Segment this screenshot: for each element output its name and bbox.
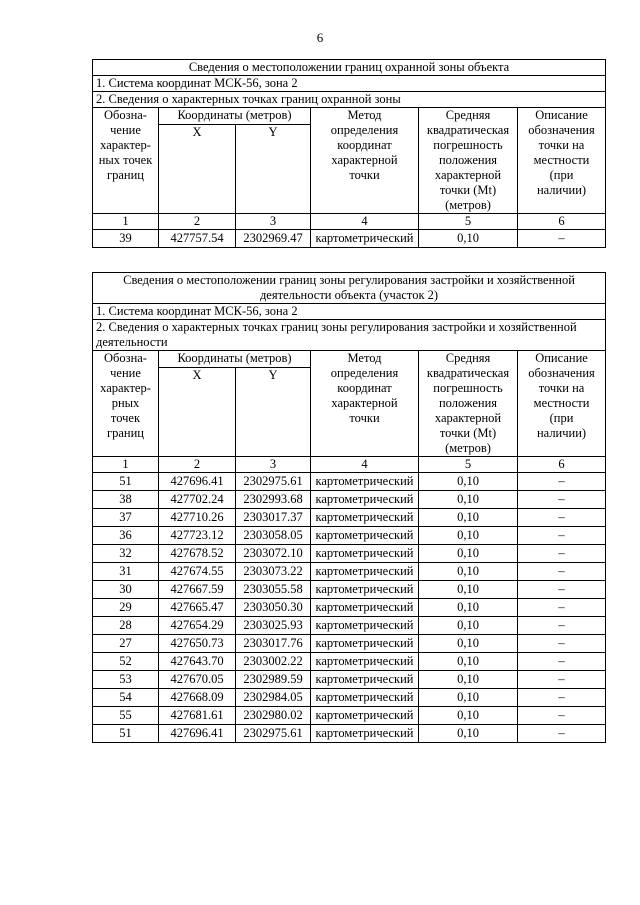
- table-row: [93, 473, 606, 491]
- cell-error: 0,10: [419, 563, 518, 581]
- coordinate-system: 1. Система координат МСК-56, зона 2: [93, 304, 606, 320]
- cell-coord-y: 2302975.61: [236, 725, 311, 743]
- cell-error: 0,10: [419, 527, 518, 545]
- cell-error: 0,10: [419, 617, 518, 635]
- cell-coord-y: 2303050.30: [236, 599, 311, 617]
- cell-coord-y: 2303073.22: [236, 563, 311, 581]
- cell-description: –: [518, 563, 606, 581]
- cell-error: 0,10: [419, 671, 518, 689]
- header-error: Средняя квадратическая погрешность положения характерной точки (Mt) (метров): [419, 108, 518, 214]
- cell-description: –: [518, 527, 606, 545]
- header-y: Y: [236, 125, 311, 214]
- cell-coord-x: 427710.26: [159, 509, 236, 527]
- cell-method: картометрический: [311, 653, 419, 671]
- cell-coord-x: 427670.05: [159, 671, 236, 689]
- cell-point-id: 30: [93, 581, 159, 599]
- col-number: 5: [419, 214, 518, 230]
- header-description: Описание обозначения точки на местности (при наличии): [518, 351, 606, 457]
- cell-coord-y: 2302980.02: [236, 707, 311, 725]
- table-row: [93, 725, 606, 743]
- col-number: 1: [93, 214, 159, 230]
- protection-zone-table: [92, 59, 606, 248]
- cell-point-id: 39: [93, 230, 159, 248]
- col-number: 6: [518, 457, 606, 473]
- header-coordinates: Координаты (метров): [159, 351, 311, 368]
- cell-method: картометрический: [311, 635, 419, 653]
- cell-error: 0,10: [419, 545, 518, 563]
- table-row: [93, 509, 606, 527]
- cell-coord-y: 2302989.59: [236, 671, 311, 689]
- cell-description: –: [518, 653, 606, 671]
- col-number: 4: [311, 214, 419, 230]
- cell-point-id: 36: [93, 527, 159, 545]
- cell-point-id: 55: [93, 707, 159, 725]
- cell-point-id: 54: [93, 689, 159, 707]
- cell-error: 0,10: [419, 230, 518, 248]
- header-x: X: [159, 368, 236, 457]
- cell-error: 0,10: [419, 491, 518, 509]
- cell-method: картометрический: [311, 707, 419, 725]
- cell-error: 0,10: [419, 599, 518, 617]
- cell-method: картометрический: [311, 473, 419, 491]
- cell-description: –: [518, 725, 606, 743]
- cell-method: картометрический: [311, 689, 419, 707]
- table-row: [93, 230, 606, 248]
- cell-coord-x: 427696.41: [159, 725, 236, 743]
- col-number: 4: [311, 457, 419, 473]
- table-title: Сведения о местоположении границ охранной зоны объекта: [93, 60, 606, 76]
- table-row: [93, 653, 606, 671]
- section-heading: 2. Сведения о характерных точках границ зоны регулирования застройки и хозяйственной деятельности: [93, 320, 606, 351]
- table-row: [93, 707, 606, 725]
- cell-point-id: 51: [93, 473, 159, 491]
- cell-description: –: [518, 473, 606, 491]
- cell-error: 0,10: [419, 689, 518, 707]
- cell-point-id: 37: [93, 509, 159, 527]
- table-row: [93, 581, 606, 599]
- cell-coord-x: 427665.47: [159, 599, 236, 617]
- col-number: 2: [159, 457, 236, 473]
- table-row: [93, 671, 606, 689]
- cell-error: 0,10: [419, 653, 518, 671]
- cell-description: –: [518, 509, 606, 527]
- cell-coord-y: 2302969.47: [236, 230, 311, 248]
- table-row: [93, 563, 606, 581]
- col-number: 3: [236, 457, 311, 473]
- cell-description: –: [518, 230, 606, 248]
- cell-coord-x: 427696.41: [159, 473, 236, 491]
- cell-description: –: [518, 689, 606, 707]
- cell-point-id: 53: [93, 671, 159, 689]
- cell-coord-x: 427674.55: [159, 563, 236, 581]
- section-heading: 2. Сведения о характерных точках границ охранной зоны: [93, 92, 606, 108]
- cell-coord-y: 2303017.76: [236, 635, 311, 653]
- col-number: 5: [419, 457, 518, 473]
- table-row: [93, 545, 606, 563]
- cell-description: –: [518, 671, 606, 689]
- table-row: [93, 599, 606, 617]
- cell-coord-y: 2302975.61: [236, 473, 311, 491]
- col-number: 3: [236, 214, 311, 230]
- cell-description: –: [518, 581, 606, 599]
- cell-coord-x: 427723.12: [159, 527, 236, 545]
- cell-coord-y: 2303025.93: [236, 617, 311, 635]
- table-row: [93, 635, 606, 653]
- cell-coord-x: 427678.52: [159, 545, 236, 563]
- cell-coord-y: 2302993.68: [236, 491, 311, 509]
- table-title: Сведения о местоположении границ зоны регулирования застройки и хозяйственной деятельности объекта (участок 2): [93, 273, 606, 304]
- cell-point-id: 28: [93, 617, 159, 635]
- cell-error: 0,10: [419, 707, 518, 725]
- cell-method: картометрический: [311, 725, 419, 743]
- cell-error: 0,10: [419, 725, 518, 743]
- cell-description: –: [518, 635, 606, 653]
- cell-coord-y: 2303055.58: [236, 581, 311, 599]
- cell-method: картометрический: [311, 599, 419, 617]
- cell-error: 0,10: [419, 473, 518, 491]
- cell-error: 0,10: [419, 635, 518, 653]
- cell-coord-x: 427650.73: [159, 635, 236, 653]
- coordinate-system: 1. Система координат МСК-56, зона 2: [93, 76, 606, 92]
- cell-coord-x: 427654.29: [159, 617, 236, 635]
- col-number: 6: [518, 214, 606, 230]
- cell-point-id: 29: [93, 599, 159, 617]
- cell-coord-y: 2303058.05: [236, 527, 311, 545]
- cell-description: –: [518, 707, 606, 725]
- cell-method: картометрический: [311, 527, 419, 545]
- cell-method: картометрический: [311, 671, 419, 689]
- cell-point-id: 32: [93, 545, 159, 563]
- regulation-zone-table: [92, 272, 606, 743]
- cell-method: картометрический: [311, 617, 419, 635]
- cell-coord-x: 427667.59: [159, 581, 236, 599]
- header-method: Метод определения координат характерной точки: [311, 108, 419, 214]
- cell-coord-x: 427757.54: [159, 230, 236, 248]
- cell-coord-y: 2302984.05: [236, 689, 311, 707]
- cell-error: 0,10: [419, 581, 518, 599]
- header-coordinates: Координаты (метров): [159, 108, 311, 125]
- cell-coord-x: 427643.70: [159, 653, 236, 671]
- table-row: [93, 491, 606, 509]
- cell-error: 0,10: [419, 509, 518, 527]
- cell-method: картометрический: [311, 230, 419, 248]
- cell-description: –: [518, 491, 606, 509]
- cell-coord-x: 427702.24: [159, 491, 236, 509]
- cell-method: картометрический: [311, 563, 419, 581]
- cell-coord-y: 2303072.10: [236, 545, 311, 563]
- cell-method: картометрический: [311, 491, 419, 509]
- cell-description: –: [518, 599, 606, 617]
- cell-coord-x: 427681.61: [159, 707, 236, 725]
- table-row: [93, 617, 606, 635]
- header-error: Средняя квадратическая погрешность положения характерной точки (Mt) (метров): [419, 351, 518, 457]
- cell-point-id: 52: [93, 653, 159, 671]
- col-number: 1: [93, 457, 159, 473]
- cell-coord-x: 427668.09: [159, 689, 236, 707]
- cell-point-id: 27: [93, 635, 159, 653]
- cell-coord-y: 2303017.37: [236, 509, 311, 527]
- cell-coord-y: 2303002.22: [236, 653, 311, 671]
- cell-description: –: [518, 617, 606, 635]
- cell-method: картометрический: [311, 545, 419, 563]
- header-y: Y: [236, 368, 311, 457]
- cell-point-id: 38: [93, 491, 159, 509]
- header-x: X: [159, 125, 236, 214]
- table-row: [93, 527, 606, 545]
- cell-method: картометрический: [311, 509, 419, 527]
- cell-point-id: 31: [93, 563, 159, 581]
- cell-method: картометрический: [311, 581, 419, 599]
- col-number: 2: [159, 214, 236, 230]
- header-description: Описание обозначения точки на местности (при наличии): [518, 108, 606, 214]
- page-number: 6: [316, 30, 324, 45]
- header-point-id: Обозна- чение характер- рных точек границ: [93, 351, 159, 457]
- header-point-id: Обозна- чение характер- ных точек границ: [93, 108, 159, 214]
- table-row: [93, 689, 606, 707]
- cell-description: –: [518, 545, 606, 563]
- cell-point-id: 51: [93, 725, 159, 743]
- header-method: Метод определения координат характерной точки: [311, 351, 419, 457]
